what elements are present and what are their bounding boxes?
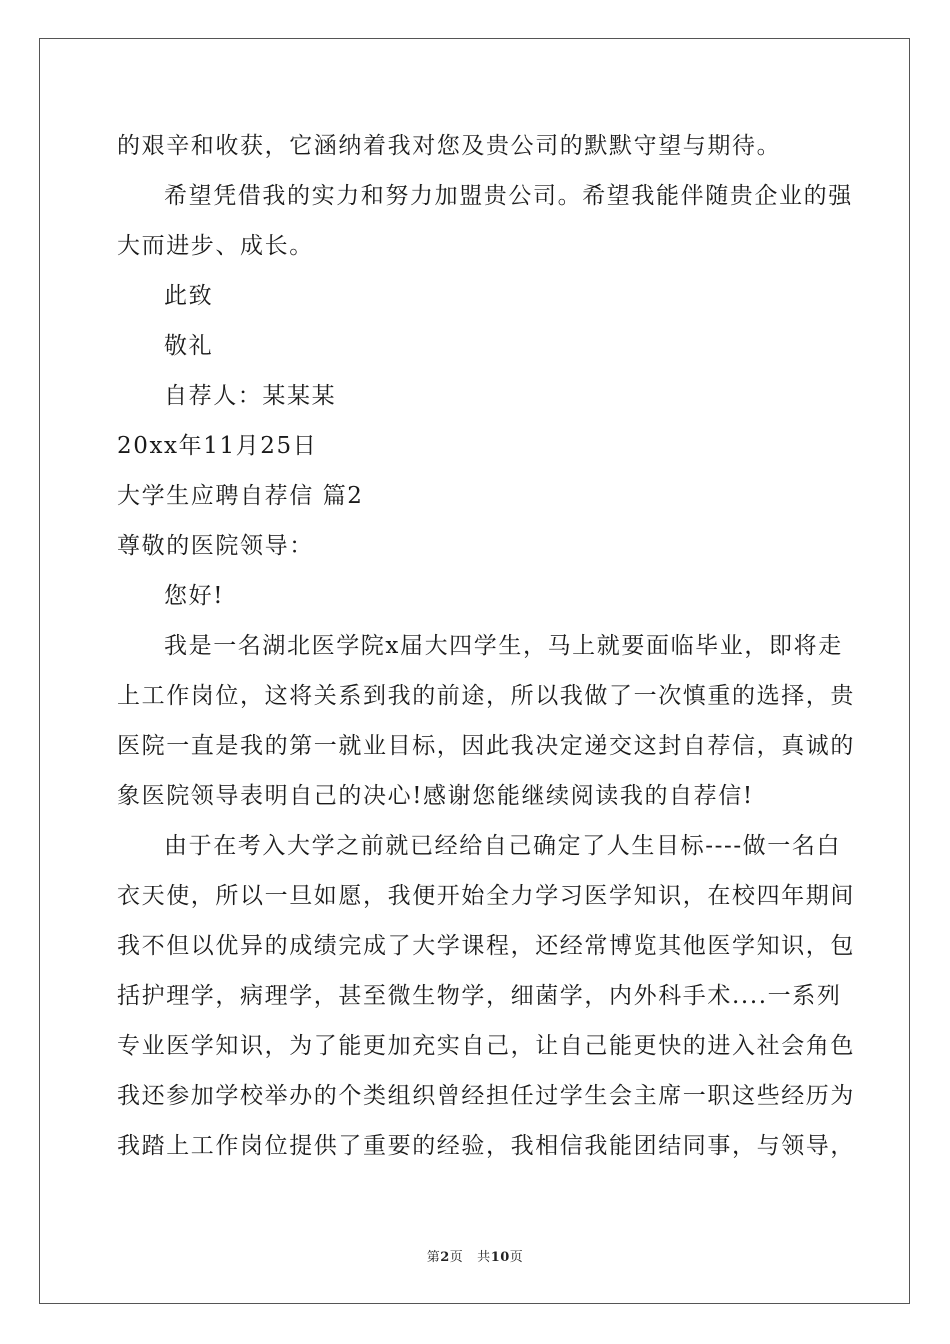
page-prefix: 第 xyxy=(426,1250,441,1265)
text-line: 括护理学，病理学，甚至微生物学，细菌学，内外科手术....一系列 xyxy=(117,983,842,1009)
text-line: 我不但以优异的成绩完成了大学课程，还经常博览其他医学知识，包 xyxy=(117,933,855,959)
greeting-hello: 您好! xyxy=(164,583,225,609)
page-suffix: 页 xyxy=(449,1250,464,1265)
closing-regards: 敬礼 xyxy=(164,333,214,359)
text-line: 衣天使，所以一旦如愿，我便开始全力学习医学知识，在校四年期间 xyxy=(117,883,855,909)
text-line: 上工作岗位，这将关系到我的前途，所以我做了一次慎重的选择，贵 xyxy=(117,683,855,709)
text-line: 专业医学知识，为了能更加充实自己，让自己能更快的进入社会角色 xyxy=(117,1033,855,1059)
text-line: 大而进步、成长。 xyxy=(117,233,314,259)
text-line: 我还参加学校举办的个类组织曾经担任过学生会主席一职这些经历为 xyxy=(117,1083,855,1109)
page-footer xyxy=(0,1246,950,1265)
document-body xyxy=(117,121,855,1171)
text-line: 我是一名湖北医学院x届大四学生，马上就要面临毕业，即将走 xyxy=(164,633,843,659)
greeting-recipient: 尊敬的医院领导： xyxy=(117,533,314,559)
total-prefix: 共 xyxy=(477,1250,491,1265)
section-heading: 大学生应聘自荐信 篇2 xyxy=(117,483,364,509)
closing-salutation: 此致 xyxy=(164,283,214,309)
total-suffix: 页 xyxy=(509,1250,524,1265)
page-current: 2 xyxy=(440,1250,450,1265)
date-line: 20xx年11月25日 xyxy=(117,433,318,459)
text-line: 的艰辛和收获，它涵纳着我对您及贵公司的默默守望与期待。 xyxy=(117,133,782,159)
text-line: 医院一直是我的第一就业目标，因此我决定递交这封自荐信，真诚的 xyxy=(117,733,855,759)
signature-line: 自荐人：某某某 xyxy=(164,383,337,409)
page-total: 10 xyxy=(490,1250,510,1265)
text-line: 希望凭借我的实力和努力加盟贵公司。希望我能伴随贵企业的强 xyxy=(164,183,853,209)
text-line: 我踏上工作岗位提供了重要的经验，我相信我能团结同事，与领导， xyxy=(117,1133,855,1159)
text-line: 象医院领导表明自己的决心!感谢您能继续阅读我的自荐信! xyxy=(117,783,754,809)
text-line: 由于在考入大学之前就已经给自己确定了人生目标----做一名白 xyxy=(164,833,842,859)
